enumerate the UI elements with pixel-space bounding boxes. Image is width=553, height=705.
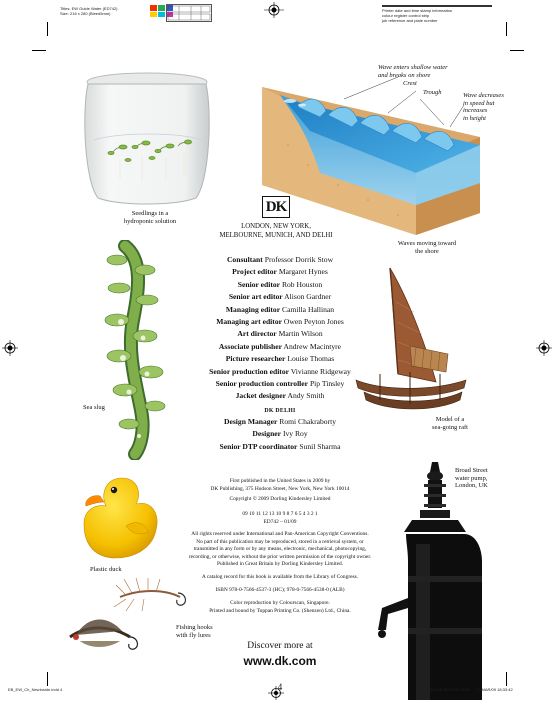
registration-mark-icon	[268, 686, 284, 705]
credit-row: Picture researcher Louise Thomas	[225, 354, 335, 364]
credit-row: Senior art editor Alison Gardner	[228, 292, 332, 302]
trough-label: Trough	[423, 89, 442, 96]
fishing-hooks-image	[60, 575, 195, 675]
imprint-rights: All rights reserved under International and Pan-American Copyright Conventions. No part of this publication may be reproduced, stored in a retrieval system, or transmitted in any form or by any means, electronic, mechanical, photocopying, recording, or otherwise, without the prior written permission of the copyright owner. Published in Great Britain by Dorling Kindersley Limited.	[188, 531, 372, 568]
duck-caption: Plastic duck	[90, 566, 122, 573]
water-pump-image	[372, 458, 512, 705]
slug-footer-center: PUR BLACK EDITION JOB	[420, 687, 469, 692]
credit-row: Art director Martin Wilson	[237, 329, 323, 339]
control-strip	[166, 4, 212, 22]
slug-right: Printer date and time stamp information colour register control strip job reference and plate number	[382, 5, 492, 23]
credit-row: Managing editor Camilla Hallinan	[225, 304, 335, 314]
wave-decreases-caption: Wave decreases in speed but increases in height	[463, 92, 504, 122]
imprint-isbn: ISBN 978-0-7566-4537-3 (HC); 978-0-7566-4538-0 (ALB)	[215, 587, 345, 593]
imprint-repro: Color reproduction by Colourscan, Singapore. Printed and bound by Toppan Printing Co. (Shenzen) Ltd., China.	[209, 600, 351, 614]
dk-logo: DK	[262, 196, 290, 218]
sea-slug-caption: Sea slug	[83, 404, 105, 411]
registration-mark-icon	[2, 340, 18, 361]
trim-mark	[47, 672, 48, 686]
credit-row: Design Manager Romi Chakraborty	[223, 417, 336, 426]
imprint-printing: 09 10 11 12 13 10 9 8 7 6 5 4 3 2 1 ED742 – 01/09	[242, 511, 318, 525]
raft-caption: Model of a sea-going raft	[432, 416, 468, 431]
credit-row: Jacket designer Andy Smith	[235, 391, 325, 401]
trim-mark	[32, 50, 46, 51]
credit-row: Senior production editor Vivianne Ridgeway	[209, 366, 351, 376]
waves-moving-caption: Waves moving toward the shore	[397, 240, 457, 255]
seedlings-caption: Seedlings in a hydroponic solution	[123, 210, 177, 225]
slug-footer-left: EB_EW_Ch_NewInside.indd 4	[8, 687, 63, 692]
slug-title: Titles: EW Guide Water (ED742) Size: 216 x 280 (Bleed5mm)	[60, 6, 118, 16]
imprint-first-published: First published in the United States in 2009 by DK Publishing, 375 Hudson Street, New York, New York 10014	[210, 478, 350, 492]
delhi-heading: DK DELHI	[264, 408, 296, 414]
trim-mark	[47, 22, 48, 36]
credit-row: Senior editor Rob Houston	[237, 279, 323, 289]
registration-mark-icon	[536, 340, 552, 361]
slug-footer-right: 12/MAR/09 18:33:42	[476, 687, 513, 692]
plastic-duck-image	[76, 470, 164, 567]
crest-label: Crest	[403, 80, 417, 87]
credit-row: Senior DTP coordinator Sunil Sharma	[219, 441, 341, 451]
hooks-caption: Fishing hooks with fly lures	[176, 624, 213, 639]
sea-slug-image	[95, 240, 170, 465]
dk-website-link[interactable]: www.dk.com	[243, 654, 317, 668]
credit-row: Project editor Margaret Hynes	[232, 267, 328, 277]
imprint-copyright: Copyright © 2009 Dorling Kindersley Limited	[229, 496, 331, 502]
credit-row: Associate publisher Andrew Macintyre	[218, 341, 342, 351]
seedlings-jar-image	[80, 70, 215, 210]
wave-enters-caption: Wave enters shallow water and breaks on shore	[378, 64, 448, 79]
raft-image	[350, 262, 470, 425]
imprint-catalog: A catalog record for this book is available from the Library of Congress.	[201, 574, 359, 580]
registration-mark-icon	[248, 2, 300, 18]
credit-row: Designer Ivy Roy	[252, 429, 308, 439]
discover-line: Discover more at	[247, 641, 313, 651]
publisher-cities: LONDON, NEW YORK, MELBOURNE, MUNICH, AND DELHI	[219, 223, 333, 239]
credit-row: Managing art editor Owen Peyton Jones	[216, 317, 344, 327]
trim-mark	[506, 22, 507, 36]
page-number: 4	[277, 682, 283, 692]
credit-row: Senior production controller Pip Tinsley	[215, 379, 345, 389]
trim-mark	[510, 50, 524, 51]
pump-caption: Broad Street water pump, London, UK	[455, 467, 488, 489]
credit-row: Consultant Professor Dorrik Stow	[226, 255, 334, 264]
